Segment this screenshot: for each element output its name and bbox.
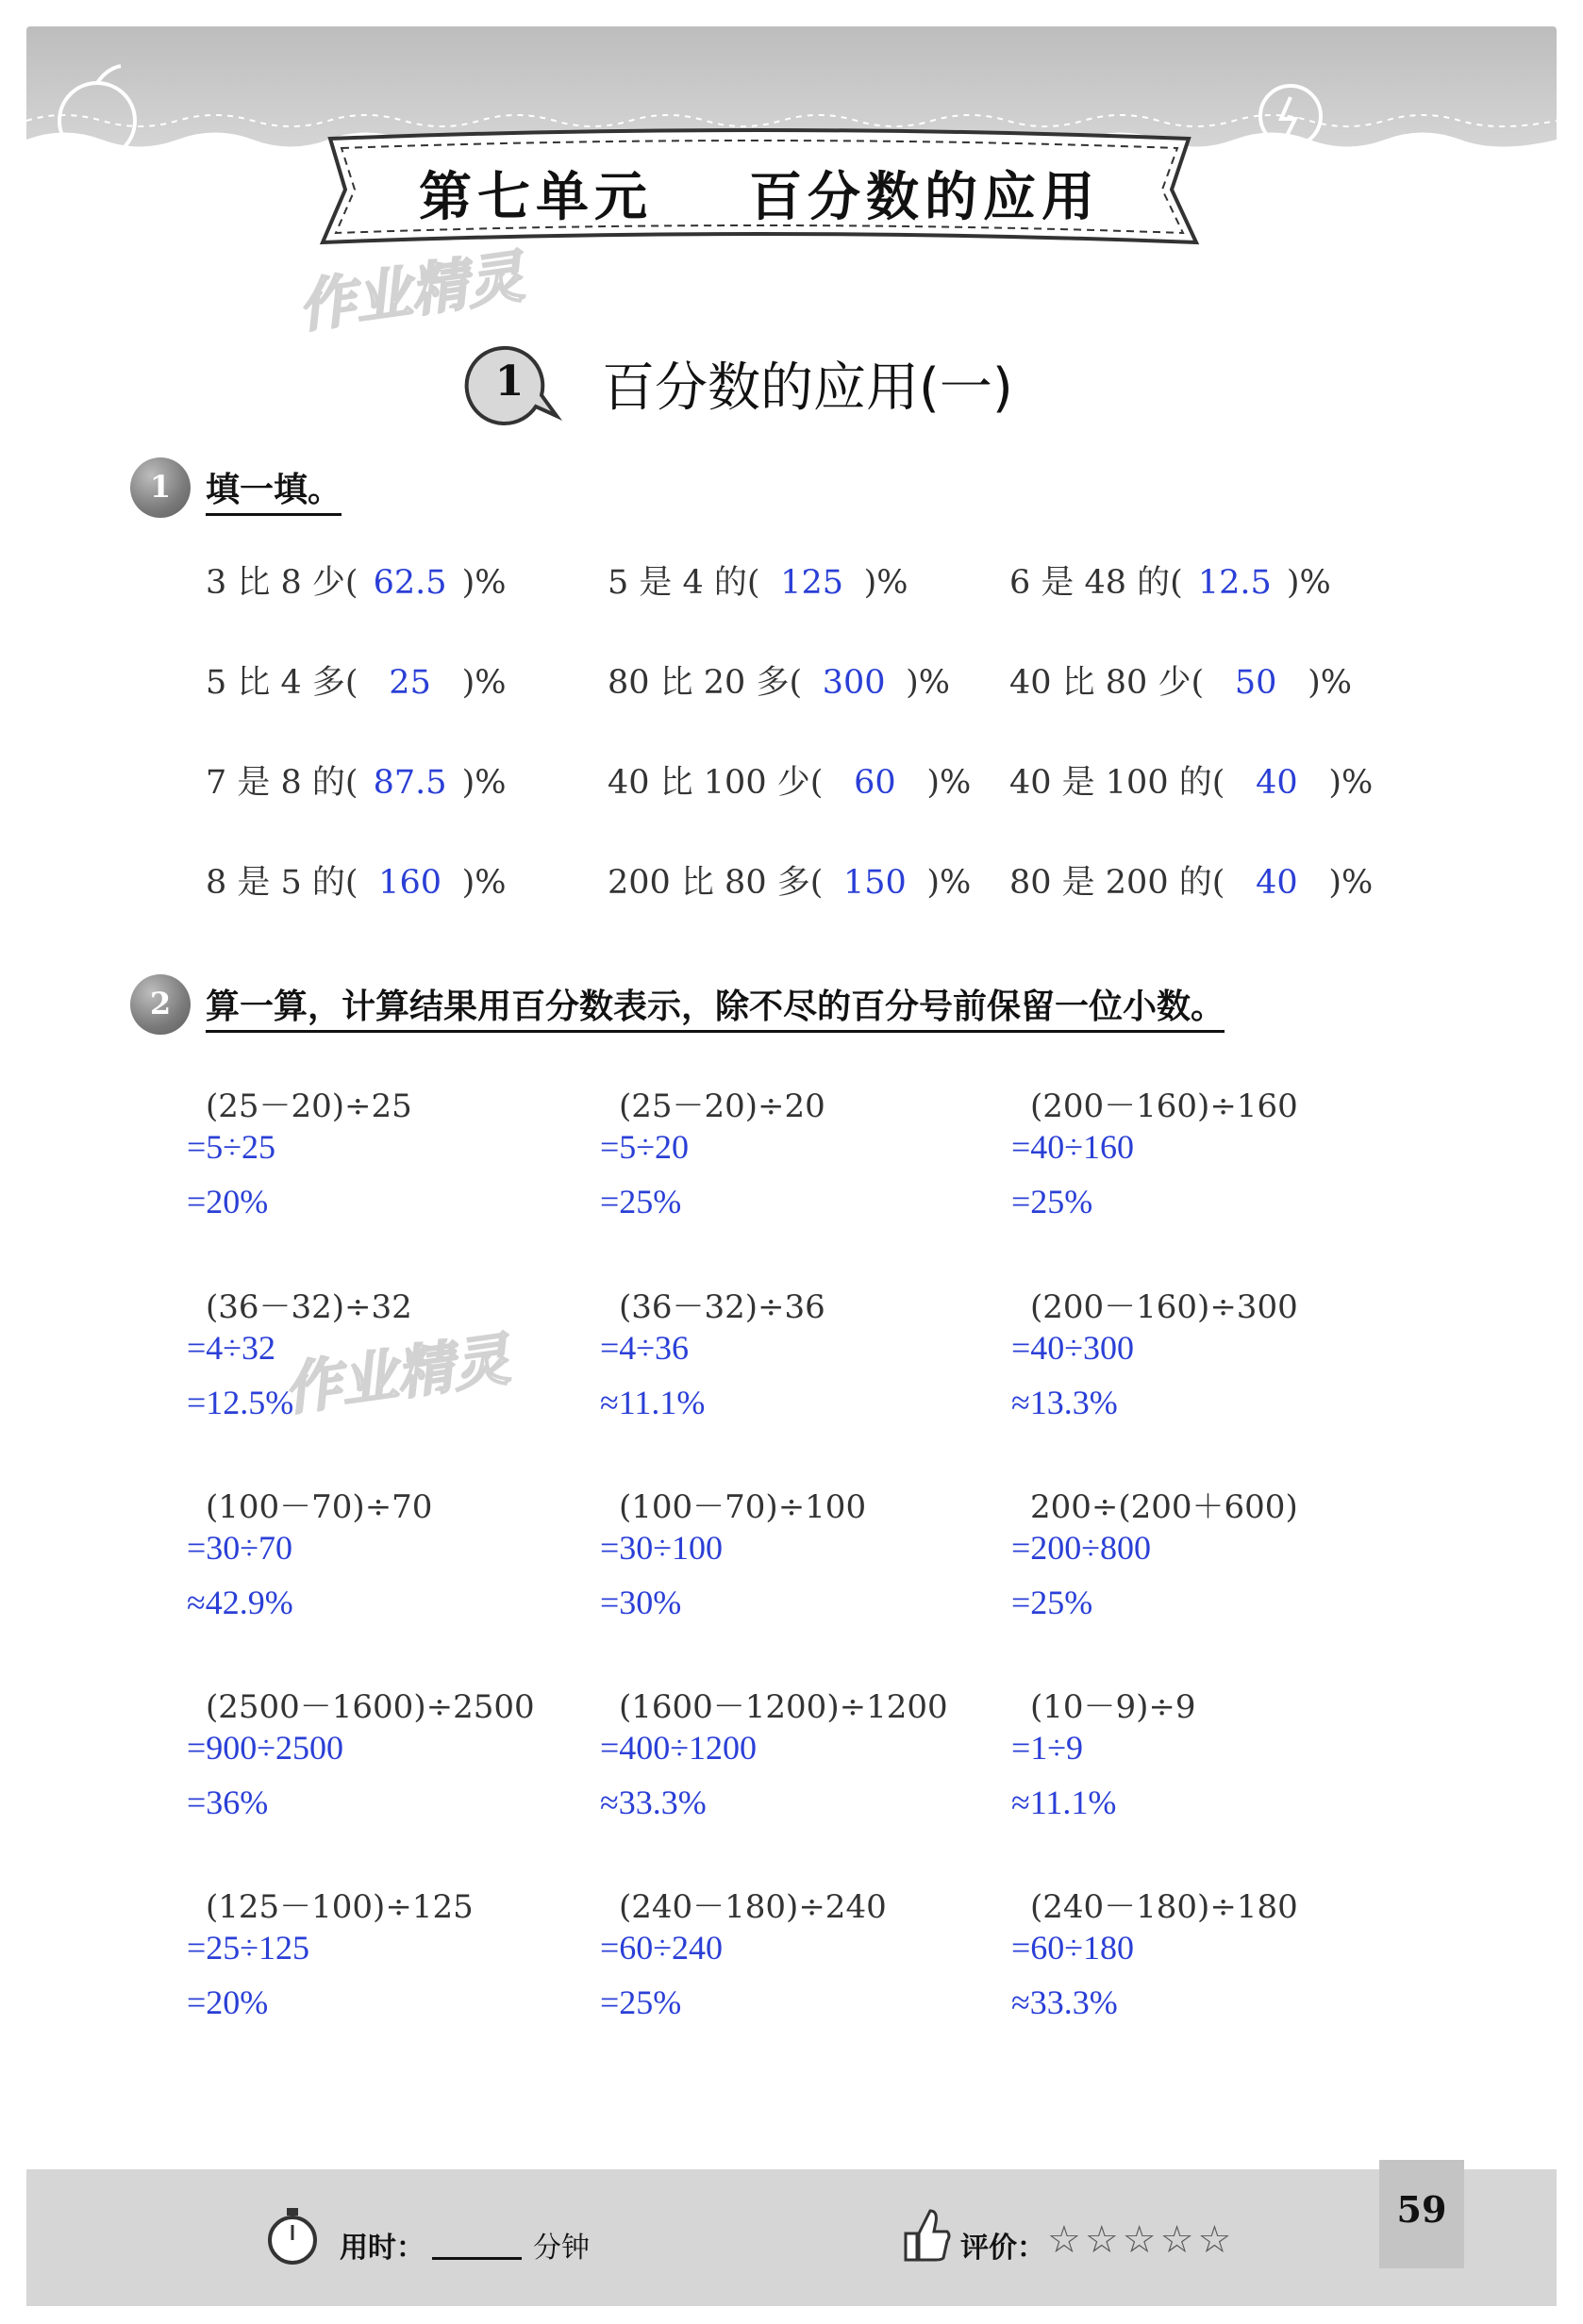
fill-in-answer[interactable]: 125 xyxy=(780,564,843,602)
fill-in-item xyxy=(206,656,507,704)
fill-in-answer[interactable]: 50 xyxy=(1234,664,1277,702)
fill-in-suffix: )% xyxy=(906,664,951,702)
calculation-problem xyxy=(1011,1881,1408,2037)
problem-expression: (100－70)÷70 xyxy=(206,1488,433,1526)
fill-in-question: 6 是 48 的( xyxy=(1009,564,1183,602)
problem-expression: (100－70)÷100 xyxy=(619,1488,867,1526)
calculation-problem xyxy=(1011,1481,1408,1637)
calculation-problem xyxy=(1011,1681,1408,1837)
fill-in-suffix: )% xyxy=(1286,564,1331,602)
solution-step[interactable]: =40÷300 xyxy=(1011,1329,1135,1367)
problem-expression: (36－32)÷32 xyxy=(206,1288,412,1326)
solution-result[interactable]: ≈33.3% xyxy=(600,1784,707,1821)
lesson-number: 1 xyxy=(494,357,525,406)
solution-step[interactable]: =30÷100 xyxy=(600,1529,724,1567)
solution-result[interactable]: ≈11.1% xyxy=(1011,1784,1117,1821)
fill-in-answer[interactable]: 150 xyxy=(842,864,907,902)
solution-result[interactable]: =20% xyxy=(187,1984,269,2021)
solution-result[interactable]: =25% xyxy=(1011,1584,1093,1621)
fill-in-answer[interactable]: 160 xyxy=(378,864,442,902)
fill-in-item xyxy=(608,756,971,804)
fill-in-item xyxy=(608,856,971,904)
fill-in-answer[interactable]: 60 xyxy=(854,764,896,802)
calculation-problem xyxy=(187,1881,583,2037)
fill-in-answer[interactable]: 25 xyxy=(389,664,431,702)
fill-in-question: 5 是 4 的( xyxy=(608,564,760,602)
fill-in-suffix: )% xyxy=(461,664,507,702)
solution-result[interactable]: ≈42.9% xyxy=(187,1584,293,1621)
solution-step[interactable]: =60÷180 xyxy=(1011,1929,1135,1967)
problem-expression: (36－32)÷36 xyxy=(619,1288,825,1326)
section-2-number: 2 xyxy=(149,986,172,1021)
problem-expression: (10－9)÷9 xyxy=(1030,1688,1196,1726)
solution-step[interactable]: =200÷800 xyxy=(1011,1529,1152,1567)
fill-in-suffix: )% xyxy=(1328,864,1374,902)
fill-in-answer[interactable]: 40 xyxy=(1256,764,1298,802)
calculation-problem xyxy=(187,1681,583,1837)
solution-step[interactable]: =4÷36 xyxy=(600,1329,690,1367)
fill-in-question: 5 比 4 多( xyxy=(206,664,358,702)
calculation-problem xyxy=(600,1881,996,2037)
lesson-number-badge xyxy=(460,340,564,425)
rating-label: 评价： xyxy=(960,2232,1045,2265)
solution-step[interactable]: =1÷9 xyxy=(1011,1729,1084,1767)
section-1-title: 填一填。 xyxy=(206,463,342,516)
fill-in-question: 40 比 100 少( xyxy=(608,764,824,802)
fill-in-question: 3 比 8 少( xyxy=(206,564,358,602)
calculation-problem xyxy=(1011,1281,1408,1437)
problem-expression: (240－180)÷180 xyxy=(1030,1888,1298,1926)
solution-step[interactable]: =400÷1200 xyxy=(600,1729,758,1767)
solution-step[interactable]: =5÷25 xyxy=(187,1128,276,1166)
solution-step[interactable]: =5÷20 xyxy=(600,1128,690,1166)
lesson-header xyxy=(460,335,1215,429)
solution-result[interactable]: =25% xyxy=(600,1984,682,2021)
calculation-problem xyxy=(600,1681,996,1837)
fill-in-item xyxy=(206,756,507,804)
fill-in-item xyxy=(608,556,908,604)
solution-result[interactable]: =25% xyxy=(600,1183,682,1220)
calculation-problem xyxy=(600,1080,996,1237)
fill-in-question: 80 是 200 的( xyxy=(1009,864,1225,902)
problem-expression: (25－20)÷25 xyxy=(206,1087,412,1125)
fill-in-suffix: )% xyxy=(926,864,972,902)
section-2-title: 算一算，计算结果用百分数表示，除不尽的百分号前保留一位小数。 xyxy=(206,980,1225,1033)
calculation-problem xyxy=(600,1481,996,1637)
unit-title-banner xyxy=(311,127,1208,252)
fill-in-suffix: )% xyxy=(926,764,972,802)
problem-expression: 200÷(200＋600) xyxy=(1030,1488,1298,1526)
problem-expression: (25－20)÷20 xyxy=(619,1087,825,1125)
solution-step[interactable]: =25÷125 xyxy=(187,1929,310,1967)
solution-step[interactable]: =900÷2500 xyxy=(187,1729,344,1767)
fill-in-suffix: )% xyxy=(461,764,507,802)
calculation-problem xyxy=(187,1080,583,1237)
fill-in-item xyxy=(206,556,507,604)
problem-expression: (1600－1200)÷1200 xyxy=(619,1688,948,1726)
solution-result[interactable]: =36% xyxy=(187,1784,269,1821)
solution-step[interactable]: =4÷32 xyxy=(187,1329,276,1367)
problem-expression: (2500－1600)÷2500 xyxy=(206,1688,535,1726)
time-unit: 分钟 xyxy=(533,2232,590,2265)
solution-result[interactable]: =12.5% xyxy=(187,1384,294,1421)
lesson-title: 百分数的应用(一) xyxy=(602,357,1013,419)
rating-stars[interactable]: ☆☆☆☆☆ xyxy=(1047,2218,1236,2262)
calculation-problem xyxy=(600,1281,996,1437)
calculation-problem xyxy=(1011,1080,1408,1237)
thumbs-up-icon xyxy=(898,2205,951,2267)
fill-in-question: 8 是 5 的( xyxy=(206,864,358,902)
solution-result[interactable]: =20% xyxy=(187,1183,269,1220)
fill-in-suffix: )% xyxy=(461,564,507,602)
solution-result[interactable]: ≈13.3% xyxy=(1011,1384,1118,1421)
unit-title: 第七单元 百分数的应用 xyxy=(419,167,1100,228)
solution-result[interactable]: ≈11.1% xyxy=(600,1384,706,1421)
solution-result[interactable]: =30% xyxy=(600,1584,682,1621)
fill-in-item xyxy=(1009,556,1331,604)
fill-in-suffix: )% xyxy=(461,864,507,902)
solution-step[interactable]: =60÷240 xyxy=(600,1929,724,1967)
time-label: 用时： xyxy=(340,2232,425,2265)
problem-expression: (240－180)÷240 xyxy=(619,1888,887,1926)
fill-in-question: 80 比 20 多( xyxy=(608,664,803,702)
fill-in-suffix: )% xyxy=(1308,664,1353,702)
fill-in-answer[interactable]: 87.5 xyxy=(373,764,447,802)
fill-in-question: 40 比 80 少( xyxy=(1009,664,1205,702)
solution-step[interactable]: =40÷160 xyxy=(1011,1128,1135,1166)
watermark: 作业精灵 xyxy=(293,243,528,341)
watermark: 作业精灵 xyxy=(279,1326,514,1424)
calculation-problem xyxy=(187,1481,583,1637)
solution-result[interactable]: ≈33.3% xyxy=(1011,1984,1118,2021)
solution-result[interactable]: =25% xyxy=(1011,1183,1093,1220)
fill-in-question: 40 是 100 的( xyxy=(1009,764,1225,802)
problem-expression: (200－160)÷300 xyxy=(1030,1288,1298,1326)
solution-step[interactable]: =30÷70 xyxy=(187,1529,293,1567)
page-number: 59 xyxy=(1396,2188,1447,2231)
fill-in-question: 200 比 80 多( xyxy=(608,864,824,902)
fill-in-item xyxy=(608,656,950,704)
fill-in-item xyxy=(1009,756,1373,804)
fill-in-suffix: )% xyxy=(1328,764,1374,802)
problem-expression: (200－160)÷160 xyxy=(1030,1087,1298,1125)
time-input-line[interactable] xyxy=(432,2257,522,2260)
fill-in-answer[interactable]: 40 xyxy=(1256,864,1298,902)
page-number-tab xyxy=(1379,2160,1464,2268)
fill-in-item xyxy=(1009,856,1373,904)
fill-in-suffix: )% xyxy=(863,564,908,602)
fill-in-item xyxy=(1009,656,1352,704)
fill-in-item xyxy=(206,856,507,904)
section-1-number: 1 xyxy=(149,469,172,505)
fill-in-question: 7 是 8 的( xyxy=(206,764,358,802)
stopwatch-icon xyxy=(264,2202,321,2272)
fill-in-answer[interactable]: 62.5 xyxy=(373,564,447,602)
fill-in-answer[interactable]: 12.5 xyxy=(1197,564,1272,602)
fill-in-answer[interactable]: 300 xyxy=(822,664,886,702)
footer-band xyxy=(26,2169,1557,2306)
problem-expression: (125－100)÷125 xyxy=(206,1888,474,1926)
